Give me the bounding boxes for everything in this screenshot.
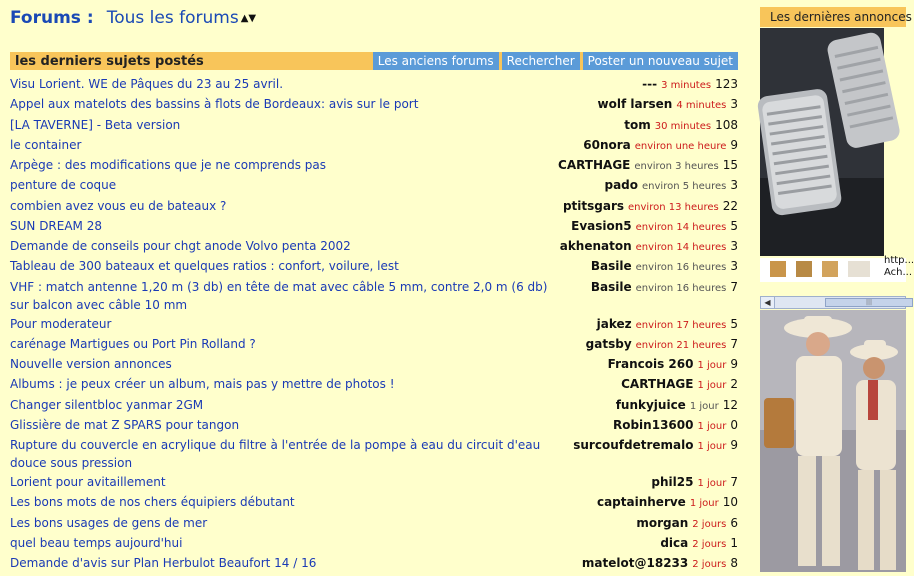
topic-title-link[interactable]: Changer silentbloc yanmar 2GM xyxy=(10,397,204,412)
ad-link-text-2: Ach... xyxy=(884,267,913,278)
topic-row xyxy=(10,513,738,533)
topic-title-link[interactable]: Albums : je peux créer un album, mais pas y mettre de photos ! xyxy=(10,377,395,392)
ad-thumbnail[interactable] xyxy=(822,261,838,277)
topic-meta xyxy=(597,492,738,514)
topic-author[interactable]: CARTHAGE xyxy=(621,377,694,392)
topic-title-link[interactable]: combien avez vous eu de bateaux ? xyxy=(10,198,227,213)
topics-toolbar xyxy=(10,52,738,70)
topic-row xyxy=(10,256,738,276)
topic-title-link[interactable]: [LA TAVERNE] - Beta version xyxy=(10,117,181,132)
topic-meta xyxy=(636,513,738,535)
topic-author[interactable]: ptitsgars xyxy=(562,198,625,213)
topic-row xyxy=(10,115,738,135)
topic-meta xyxy=(558,155,738,177)
topic-reply-count: 8 xyxy=(730,556,738,570)
ad-image-pedals[interactable] xyxy=(760,28,884,256)
topic-time: 1 jour xyxy=(697,478,727,489)
topic-author[interactable]: jakez xyxy=(596,316,632,331)
topic-author[interactable]: Basile xyxy=(590,259,632,274)
topic-time: environ 14 heures xyxy=(635,221,727,233)
topic-title-link[interactable]: VHF : match antenne 1,20 m (3 db) en tête de mat avec câble 5 mm, contre 2,0 m (6 db) sur balcon avec câble 10 mm xyxy=(10,279,548,312)
topic-title-link[interactable]: Les bons mots de nos chers équipiers débutant xyxy=(10,495,295,510)
ads-header: Les dernières annonces xyxy=(760,7,906,27)
topic-meta xyxy=(616,395,738,417)
topic-meta xyxy=(591,277,738,299)
topic-reply-count: 6 xyxy=(730,515,738,530)
topic-time: environ 3 heures xyxy=(634,161,719,172)
search-button[interactable]: Rechercher xyxy=(502,52,580,70)
topic-meta xyxy=(573,435,738,457)
topic-meta xyxy=(583,135,738,157)
topic-author[interactable]: dica xyxy=(660,535,689,550)
topic-author[interactable]: Robin13600 xyxy=(612,417,694,432)
topic-time: 1 jour xyxy=(697,360,727,371)
topic-author[interactable]: Francois 260 xyxy=(607,357,694,371)
topic-row xyxy=(10,155,738,175)
toolbar-title: les derniers sujets postés xyxy=(15,54,204,69)
topic-meta xyxy=(660,533,738,555)
topic-author[interactable]: Evasion5 xyxy=(571,218,632,233)
topic-author[interactable]: tom xyxy=(624,117,651,132)
topic-time: environ une heure xyxy=(634,140,727,152)
topic-list xyxy=(10,74,738,573)
topic-row xyxy=(10,415,738,435)
topic-meta xyxy=(604,175,738,197)
topic-reply-count: 10 xyxy=(722,495,738,510)
topic-author[interactable]: morgan xyxy=(636,515,689,530)
topic-title-link[interactable]: le container xyxy=(10,137,82,152)
topic-author[interactable]: gatsby xyxy=(585,336,632,351)
topic-title-link[interactable]: SUN DREAM 28 xyxy=(10,218,102,233)
old-forums-button[interactable]: Les anciens forums xyxy=(373,52,499,70)
topic-meta xyxy=(560,236,738,258)
topic-row xyxy=(10,94,738,114)
topic-row xyxy=(10,334,738,354)
topic-reply-count: 0 xyxy=(730,417,738,432)
topic-time: 1 jour xyxy=(697,441,727,452)
topic-reply-count: 3 xyxy=(730,239,738,253)
topic-title-link[interactable]: Nouvelle version annonces xyxy=(10,357,172,371)
up-down-arrows-icon: ▲▼ xyxy=(240,13,257,24)
topic-time: environ 13 heures xyxy=(628,201,719,213)
topic-row xyxy=(10,492,738,512)
topic-author[interactable]: matelot@18233 xyxy=(581,556,689,570)
topic-time: 1 jour xyxy=(689,498,719,510)
topic-row xyxy=(10,533,738,553)
topic-meta xyxy=(651,472,738,494)
topic-reply-count: 7 xyxy=(730,336,738,351)
topic-meta xyxy=(624,115,738,137)
topic-title-link[interactable]: Rupture du couvercle en acrylique du filtre à l'entrée de la pompe à eau du circuit d'eau douce sous pression xyxy=(10,438,541,470)
topic-meta xyxy=(597,314,738,336)
topic-meta xyxy=(563,196,738,218)
topic-meta xyxy=(582,553,738,575)
topic-author[interactable]: captainherve xyxy=(596,495,686,510)
topic-reply-count: 1 xyxy=(730,535,738,550)
horizontal-scrollbar[interactable] xyxy=(760,296,906,309)
topic-row xyxy=(10,216,738,236)
topic-title-link[interactable]: Lorient pour avitaillement xyxy=(10,475,166,489)
topic-title-link[interactable]: Glissière de mat Z SPARS pour tangon xyxy=(10,417,240,432)
topic-meta xyxy=(608,354,738,376)
topic-row xyxy=(10,175,738,195)
forum-selector-label: Tous les forums xyxy=(106,8,239,28)
topic-time: 1 jour xyxy=(689,400,719,412)
topic-row xyxy=(10,314,738,334)
topic-row xyxy=(10,395,738,415)
topic-author[interactable]: Basile xyxy=(590,279,632,294)
topic-row xyxy=(10,354,738,374)
topic-reply-count: 2 xyxy=(730,377,738,392)
topic-time: 1 jour xyxy=(697,380,727,392)
topic-reply-count: 22 xyxy=(722,198,738,213)
topic-meta xyxy=(586,334,738,356)
topic-row xyxy=(10,277,738,314)
topic-reply-count: 7 xyxy=(730,475,738,489)
new-topic-button[interactable]: Poster un nouveau sujet xyxy=(583,52,738,70)
topic-row xyxy=(10,196,738,216)
ad-image-photo[interactable] xyxy=(760,310,906,572)
topic-meta xyxy=(621,374,738,396)
topic-time: environ 16 heures xyxy=(635,282,727,294)
topic-row xyxy=(10,74,738,94)
topic-meta xyxy=(642,74,738,96)
topic-reply-count: 9 xyxy=(730,438,738,452)
topic-meta xyxy=(571,216,738,238)
topic-row xyxy=(10,553,738,573)
ad-thumbnail[interactable] xyxy=(770,261,786,277)
topic-reply-count: 15 xyxy=(722,158,738,172)
topic-author[interactable]: wolf larsen xyxy=(597,97,673,112)
topic-time: 1 jour xyxy=(697,420,727,432)
topic-reply-count: 5 xyxy=(730,218,738,233)
topic-author[interactable]: pado xyxy=(604,178,639,193)
topic-title-link[interactable]: penture de coque xyxy=(10,178,117,193)
topic-time: environ 17 heures xyxy=(635,319,727,331)
topic-title-link[interactable]: Visu Lorient. WE de Pâques du 23 au 25 avril. xyxy=(10,77,284,91)
topic-author[interactable]: CARTHAGE xyxy=(558,158,631,172)
forum-selector[interactable] xyxy=(107,8,256,28)
page-header xyxy=(10,8,256,28)
topic-reply-count: 9 xyxy=(730,137,738,152)
topic-time: 2 jours xyxy=(692,518,727,530)
topic-reply-count: 123 xyxy=(715,77,738,91)
topic-meta xyxy=(598,94,738,116)
topic-author[interactable]: funkyjuice xyxy=(615,397,686,412)
topic-time: 2 jours xyxy=(692,538,727,550)
topic-title-link[interactable]: Demande de conseils pour chgt anode Volvo penta 2002 xyxy=(10,239,351,253)
topic-title-link[interactable]: quel beau temps aujourd'hui xyxy=(10,535,183,550)
topic-reply-count: 5 xyxy=(730,316,738,331)
topic-row xyxy=(10,135,738,155)
topic-time: 3 minutes xyxy=(661,80,712,91)
topic-reply-count: 7 xyxy=(730,279,738,294)
ad-thumbnail[interactable] xyxy=(796,261,812,277)
topic-meta xyxy=(591,256,738,278)
topic-author[interactable]: --- xyxy=(642,77,658,91)
topic-time: environ 16 heures xyxy=(635,262,727,274)
topic-title-link[interactable]: carénage Martigues ou Port Pin Rolland ? xyxy=(10,336,256,351)
topic-title-link[interactable]: Demande d'avis sur Plan Herbulot Beaufort 14 / 16 xyxy=(10,556,317,570)
forums-label: Forums : xyxy=(10,8,94,28)
topic-row xyxy=(10,236,738,256)
topic-time: environ 14 heures xyxy=(635,242,727,253)
topic-row xyxy=(10,472,738,492)
topic-time: 30 minutes xyxy=(654,120,712,132)
topic-row xyxy=(10,374,738,394)
scroll-left-arrow-icon[interactable]: ◀ xyxy=(761,297,775,308)
topic-author[interactable]: akhenaton xyxy=(559,239,632,253)
topic-author[interactable]: 60nora xyxy=(583,137,631,152)
topic-time: 2 jours xyxy=(692,559,727,570)
topic-author[interactable]: phil25 xyxy=(651,475,694,489)
topic-title-link[interactable]: Tableau de 300 bateaux et quelques ratios : confort, voilure, lest xyxy=(10,259,399,274)
ad-link-text: http... xyxy=(884,255,914,266)
ad-thumbnail[interactable] xyxy=(848,261,870,277)
topic-time: 4 minutes xyxy=(676,100,727,112)
topic-reply-count: 3 xyxy=(730,259,738,274)
ad-link[interactable] xyxy=(884,255,914,279)
topic-title-link[interactable]: Pour moderateur xyxy=(10,316,112,331)
topic-row xyxy=(10,435,738,472)
topic-time: environ 5 heures xyxy=(642,181,727,193)
topic-title-link[interactable]: Arpège : des modifications que je ne comprends pas xyxy=(10,158,326,172)
scrollbar-thumb[interactable]: ||| xyxy=(825,298,913,307)
topic-time: environ 21 heures xyxy=(635,339,727,351)
topic-meta xyxy=(613,415,738,437)
topic-reply-count: 108 xyxy=(715,117,738,132)
topic-title-link[interactable]: Appel aux matelots des bassins à flots de Bordeaux: avis sur le port xyxy=(10,97,419,112)
topic-title-link[interactable]: Les bons usages de gens de mer xyxy=(10,515,208,530)
topic-author[interactable]: surcoufdetremalo xyxy=(573,438,694,452)
topic-reply-count: 9 xyxy=(730,357,738,371)
topic-reply-count: 12 xyxy=(722,397,738,412)
topic-reply-count: 3 xyxy=(730,97,738,112)
topic-reply-count: 3 xyxy=(730,178,738,193)
